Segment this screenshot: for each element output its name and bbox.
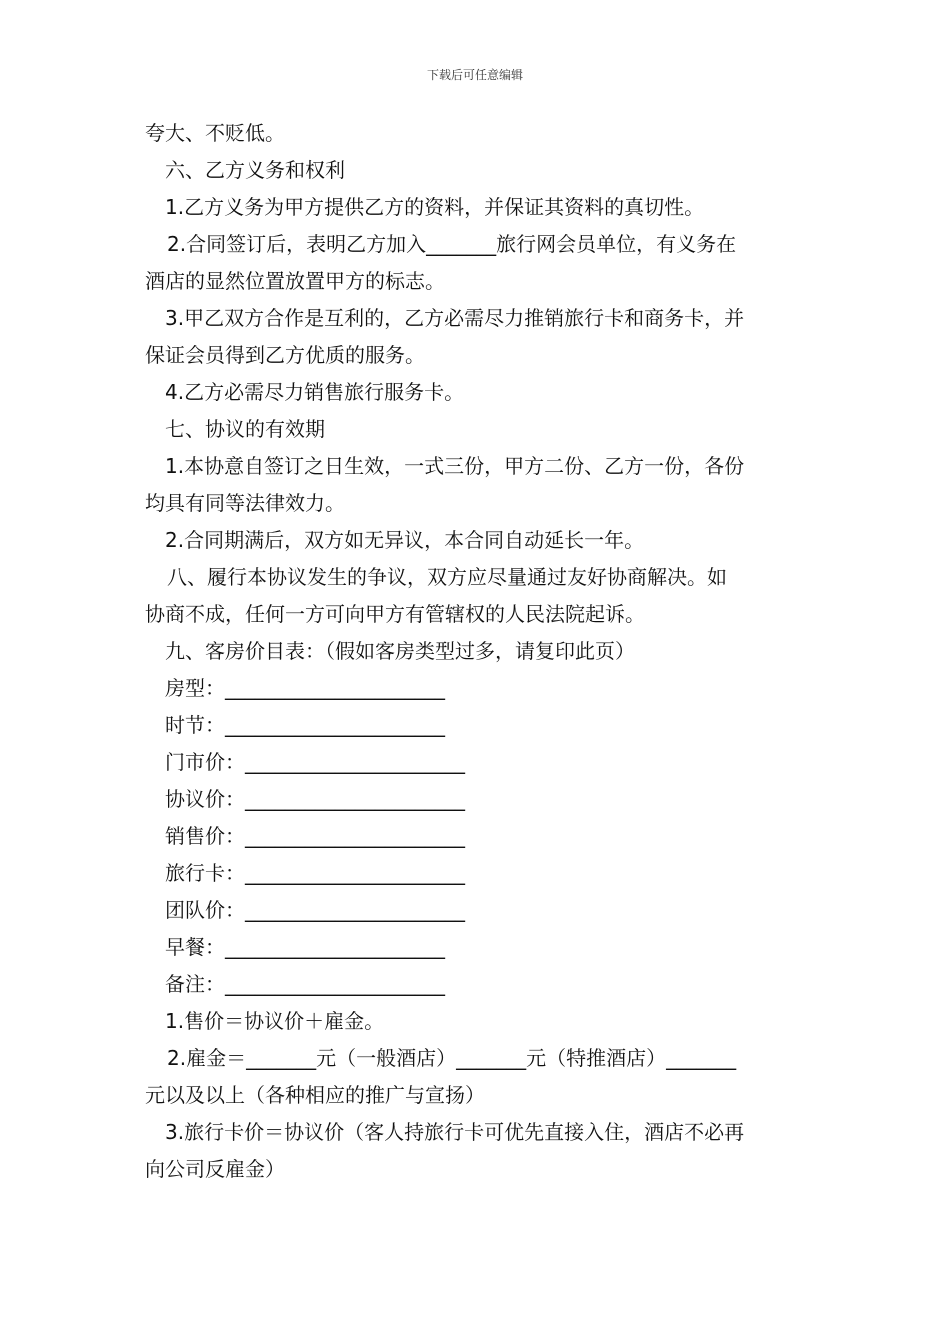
text-line: 协商不成，任何一方可向甲方有管辖权的人民法院起诉。 [145,602,645,626]
text-line: 4.乙方必需尽力销售旅行服务卡。 [165,380,465,404]
section-heading-8: 八、履行本协议发生的争议，双方应尽量通过友好协商解决。如 [167,565,727,589]
text-line: 酒店的显然位置放置甲方的标志。 [145,269,445,293]
form-field-rack-rate: 门市价：______________________ [165,750,465,774]
section-heading-9: 九、客房价目表：（假如客房类型过多，请复印此页） [165,639,635,663]
text-line: 均具有同等法律效力。 [145,491,345,515]
form-field-season: 时节：______________________ [165,713,445,737]
section-heading-6: 六、乙方义务和权利 [165,158,345,182]
form-field-agreed-rate: 协议价：______________________ [165,787,465,811]
form-field-travel-card: 旅行卡：______________________ [165,861,465,885]
text-line: 3.甲乙双方合作是互利的，乙方必需尽力推销旅行卡和商务卡，并 [165,306,745,330]
text-line: 2.合同签订后，表明乙方加入_______旅行网会员单位，有义务在 [167,232,737,256]
form-field-remarks: 备注：______________________ [165,972,445,996]
text-line: 夸大、不贬低。 [145,121,285,145]
text-line: 1.乙方义务为甲方提供乙方的资料，并保证其资料的真切性。 [165,195,705,219]
form-field-group-rate: 团队价：______________________ [165,898,465,922]
text-line: 保证会员得到乙方优质的服务。 [145,343,425,367]
text-line: 2.雇金＝_______元（一般酒店）_______元（特推酒店）_______ [167,1046,737,1070]
text-line: 向公司反雇金） [145,1157,285,1181]
text-line: 1.售价＝协议价＋雇金。 [165,1009,385,1033]
section-heading-7: 七、协议的有效期 [165,417,325,441]
text-line: 3.旅行卡价＝协议价（客人持旅行卡可优先直接入住，酒店不必再 [165,1120,745,1144]
form-field-sale-price: 销售价：______________________ [165,824,465,848]
text-line: 1.本协意自签订之日生效，一式三份，甲方二份、乙方一份，各份 [165,454,745,478]
form-field-room-type: 房型：______________________ [165,676,445,700]
document-body [145,115,810,1188]
text-line: 2.合同期满后，双方如无异议，本合同自动延长一年。 [165,528,645,552]
form-field-breakfast: 早餐：______________________ [165,935,445,959]
page-header: 下载后可任意编辑 [426,68,523,82]
text-line: 元以及以上（各种相应的推广与宣扬） [145,1083,485,1107]
